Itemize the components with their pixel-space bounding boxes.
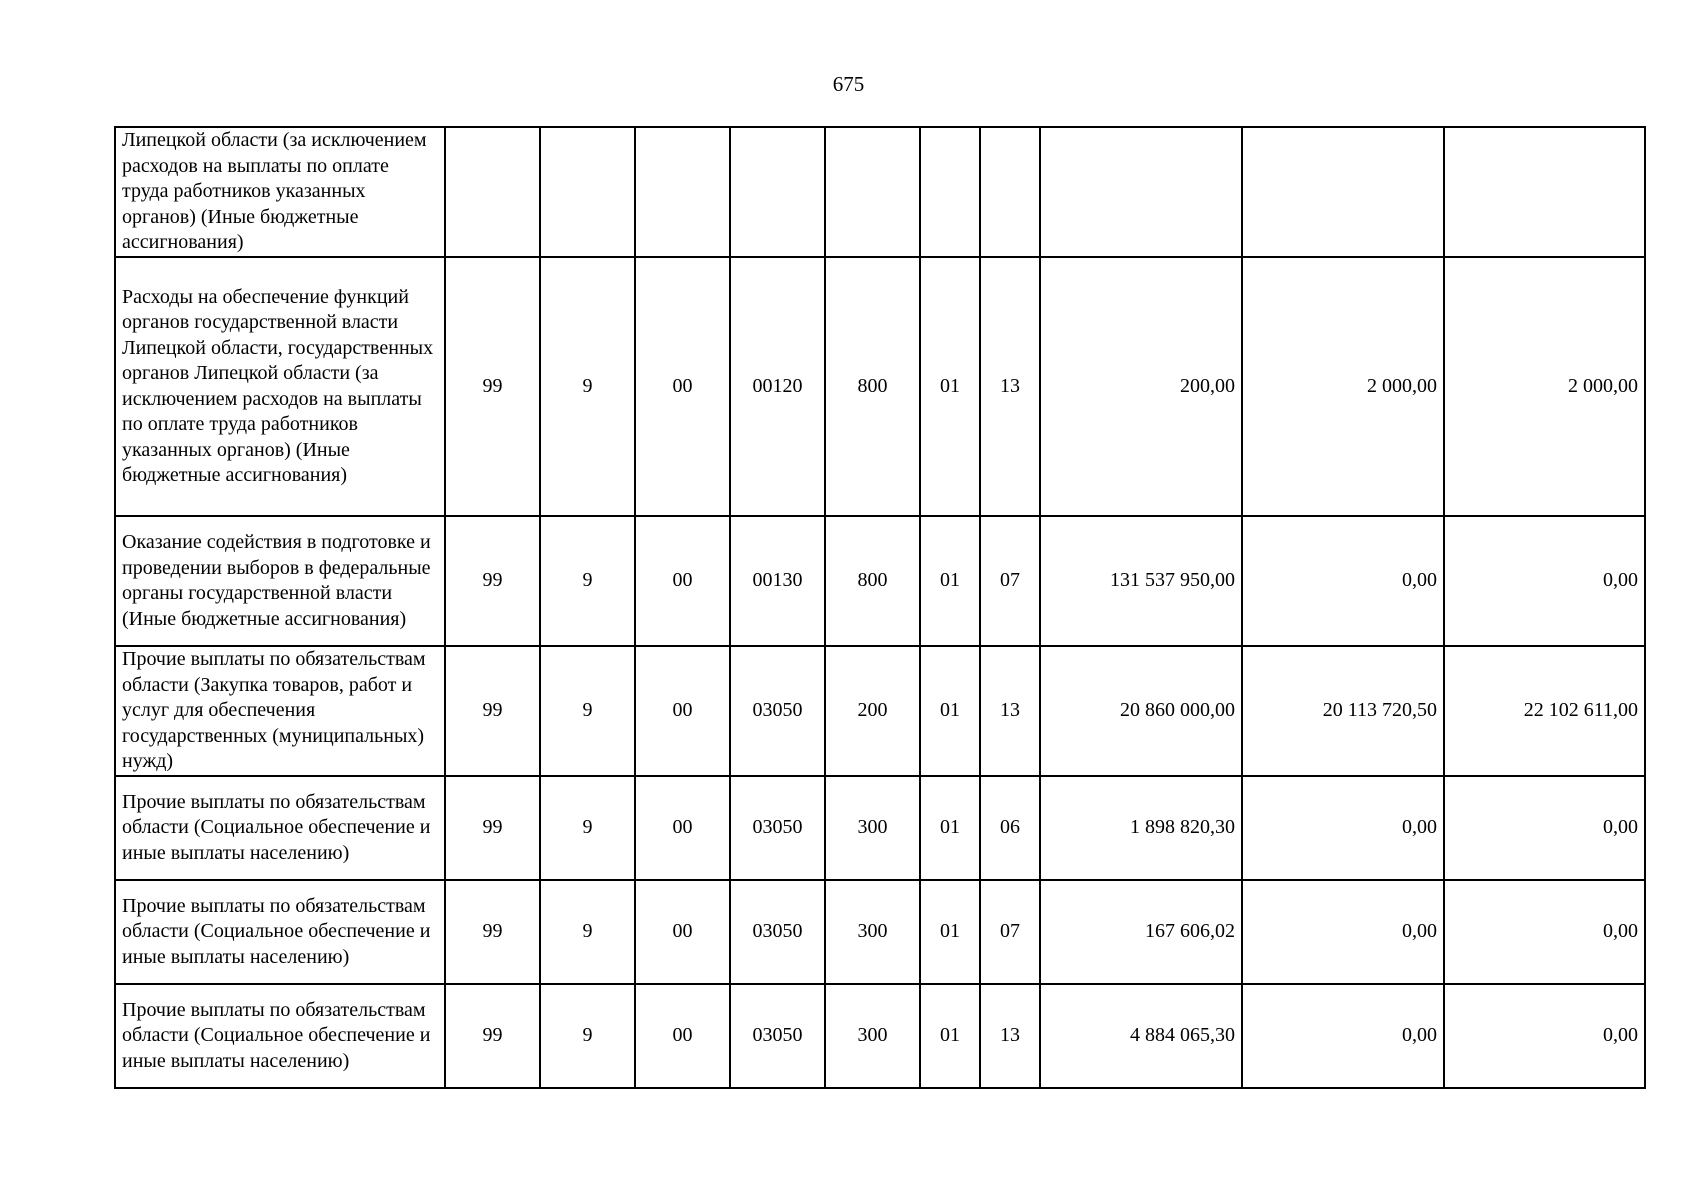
expense-type-code: 300 <box>825 776 920 880</box>
amount-year-3: 2 000,00 <box>1444 257 1645 516</box>
amount-year-2: 20 113 720,50 <box>1242 646 1444 776</box>
section-code: 01 <box>920 516 980 646</box>
amount-year-3 <box>1444 127 1645 257</box>
table-row <box>115 257 1645 516</box>
amount-year-2: 0,00 <box>1242 516 1444 646</box>
direction-code: 03050 <box>730 984 825 1088</box>
amount-year-1: 1 898 820,30 <box>1040 776 1242 880</box>
main-activity-code: 00 <box>635 646 730 776</box>
direction-code: 00120 <box>730 257 825 516</box>
subsection-code: 13 <box>980 257 1040 516</box>
subprogram-code: 9 <box>540 776 635 880</box>
expense-type-code: 800 <box>825 516 920 646</box>
table-row <box>115 984 1645 1088</box>
row-description: Прочие выплаты по обязательствам области (Закупка товаров, работ и услуг для обеспечения государственных (муниципальных) нужд) <box>115 646 445 776</box>
main-activity-code <box>635 127 730 257</box>
amount-year-1: 200,00 <box>1040 257 1242 516</box>
table-row <box>115 776 1645 880</box>
amount-year-3: 0,00 <box>1444 776 1645 880</box>
main-activity-code: 00 <box>635 257 730 516</box>
amount-year-3: 0,00 <box>1444 984 1645 1088</box>
direction-code: 00130 <box>730 516 825 646</box>
amount-year-1: 20 860 000,00 <box>1040 646 1242 776</box>
amount-year-1: 4 884 065,30 <box>1040 984 1242 1088</box>
amount-year-3: 22 102 611,00 <box>1444 646 1645 776</box>
amount-year-1: 167 606,02 <box>1040 880 1242 984</box>
subprogram-code: 9 <box>540 646 635 776</box>
expense-type-code: 800 <box>825 257 920 516</box>
program-code: 99 <box>445 257 540 516</box>
subprogram-code <box>540 127 635 257</box>
section-code: 01 <box>920 880 980 984</box>
section-code: 01 <box>920 257 980 516</box>
program-code: 99 <box>445 516 540 646</box>
row-description: Расходы на обеспечение функций органов государственной власти Липецкой области, государственных органов Липецкой области (за исключением расходов на выплаты по оплате труда работников указанных органов) (Иные бюджетные ассигнования) <box>115 257 445 516</box>
subprogram-code: 9 <box>540 984 635 1088</box>
subsection-code: 13 <box>980 646 1040 776</box>
row-description: Прочие выплаты по обязательствам области (Социальное обеспечение и иные выплаты населению) <box>115 880 445 984</box>
program-code: 99 <box>445 776 540 880</box>
amount-year-2: 0,00 <box>1242 880 1444 984</box>
direction-code: 03050 <box>730 880 825 984</box>
expense-type-code: 200 <box>825 646 920 776</box>
program-code <box>445 127 540 257</box>
main-activity-code: 00 <box>635 984 730 1088</box>
table-row <box>115 516 1645 646</box>
row-description: Липецкой области (за исключением расходов на выплаты по оплате труда работников указанных органов) (Иные бюджетные ассигнования) <box>115 127 445 257</box>
budget-table <box>114 126 1646 1089</box>
table-row <box>115 880 1645 984</box>
expense-type-code: 300 <box>825 984 920 1088</box>
subsection-code: 07 <box>980 516 1040 646</box>
main-activity-code: 00 <box>635 776 730 880</box>
section-code: 01 <box>920 776 980 880</box>
main-activity-code: 00 <box>635 880 730 984</box>
expense-type-code: 300 <box>825 880 920 984</box>
table-row <box>115 646 1645 776</box>
amount-year-1 <box>1040 127 1242 257</box>
amount-year-3: 0,00 <box>1444 880 1645 984</box>
direction-code <box>730 127 825 257</box>
program-code: 99 <box>445 646 540 776</box>
amount-year-3: 0,00 <box>1444 516 1645 646</box>
section-code: 01 <box>920 646 980 776</box>
direction-code: 03050 <box>730 776 825 880</box>
expense-type-code <box>825 127 920 257</box>
amount-year-2: 2 000,00 <box>1242 257 1444 516</box>
table-row <box>115 127 1645 257</box>
subsection-code: 07 <box>980 880 1040 984</box>
amount-year-2 <box>1242 127 1444 257</box>
main-activity-code: 00 <box>635 516 730 646</box>
subprogram-code: 9 <box>540 880 635 984</box>
amount-year-2: 0,00 <box>1242 776 1444 880</box>
page-number: 675 <box>832 72 865 96</box>
program-code: 99 <box>445 880 540 984</box>
amount-year-2: 0,00 <box>1242 984 1444 1088</box>
section-code: 01 <box>920 984 980 1088</box>
direction-code: 03050 <box>730 646 825 776</box>
subprogram-code: 9 <box>540 257 635 516</box>
subprogram-code: 9 <box>540 516 635 646</box>
row-description: Прочие выплаты по обязательствам области (Социальное обеспечение и иные выплаты населению) <box>115 776 445 880</box>
subsection-code: 06 <box>980 776 1040 880</box>
section-code <box>920 127 980 257</box>
subsection-code: 13 <box>980 984 1040 1088</box>
amount-year-1: 131 537 950,00 <box>1040 516 1242 646</box>
subsection-code <box>980 127 1040 257</box>
row-description: Прочие выплаты по обязательствам области (Социальное обеспечение и иные выплаты населению) <box>115 984 445 1088</box>
program-code: 99 <box>445 984 540 1088</box>
row-description: Оказание содействия в подготовке и проведении выборов в федеральные органы государственной власти (Иные бюджетные ассигнования) <box>115 516 445 646</box>
